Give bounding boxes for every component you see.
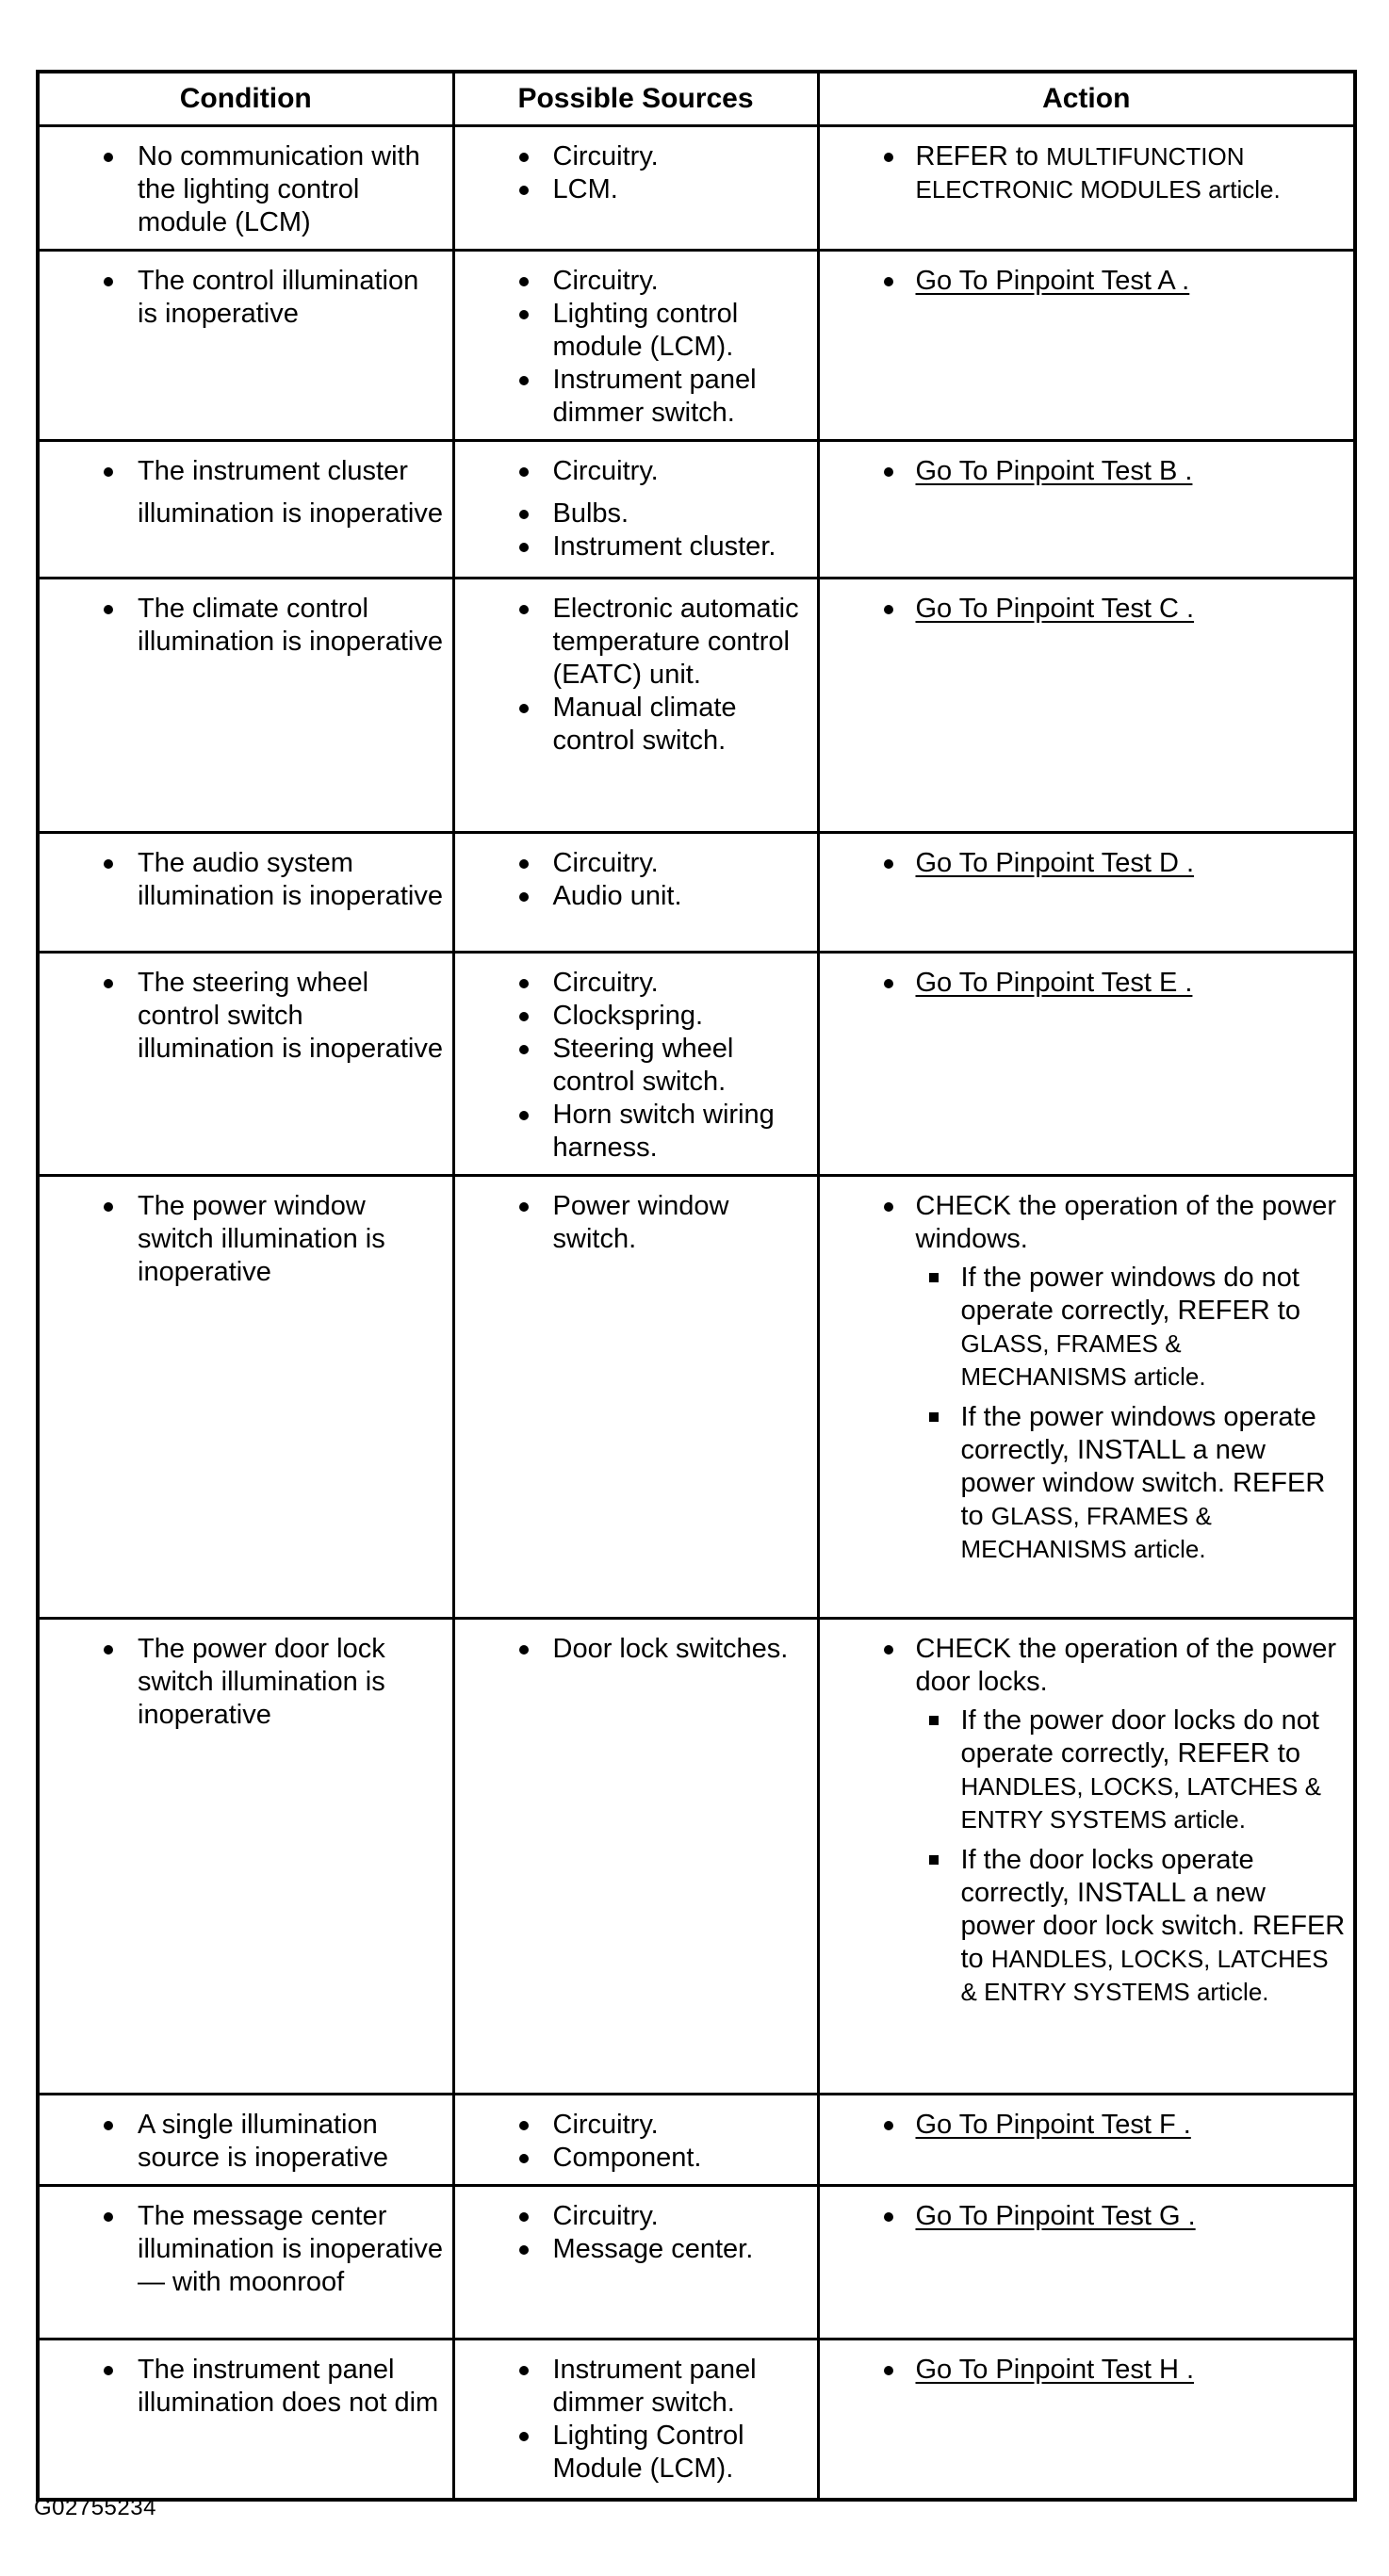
article-reference: HANDLES, LOCKS, LATCHES & ENTRY SYSTEMS article. (960, 1945, 1329, 2006)
table-row (38, 2186, 1355, 2340)
source-item: Lighting control module (LCM). (455, 298, 809, 364)
source-item: Lighting Control Module (LCM). (455, 2420, 809, 2486)
table-row (38, 833, 1355, 953)
action-item (820, 847, 1347, 880)
condition-item (40, 593, 445, 659)
condition-text: The climate control illumination is inoperative (138, 594, 443, 657)
table-row (38, 2340, 1355, 2500)
source-item: Bulbs. (455, 497, 809, 530)
article-reference: GLASS, FRAMES & MECHANISMS article. (960, 1502, 1212, 1563)
condition-text: illumination is inoperative (138, 498, 443, 529)
pinpoint-test-link[interactable]: Go To Pinpoint Test F . (915, 2110, 1191, 2140)
action-item (820, 265, 1347, 298)
condition-item (40, 2109, 445, 2175)
condition-text: The steering wheel control switch illumination is inoperative (138, 968, 443, 1064)
condition-item (40, 455, 445, 530)
condition-list (40, 2187, 452, 2308)
condition-text: The audio system illumination is inoperative (138, 848, 443, 911)
source-item: Electronic automatic temperature control (EATC) unit. (455, 593, 809, 692)
action-cell (818, 953, 1355, 1176)
action-list (820, 442, 1354, 497)
source-item: Circuitry. (455, 265, 809, 298)
condition-list (40, 954, 452, 1075)
source-item: Steering wheel control switch. (455, 1033, 809, 1099)
action-subitem (916, 1844, 1347, 2009)
action-list (820, 1177, 1354, 1583)
source-item: Horn switch wiring harness. (455, 1099, 809, 1165)
sources-list (455, 127, 817, 216)
article-reference: MULTIFUNCTION ELECTRONIC MODULES article. (915, 142, 1281, 204)
action-cell (818, 1619, 1355, 2095)
action-list (820, 579, 1354, 635)
pinpoint-test-link[interactable]: Go To Pinpoint Test D . (915, 848, 1195, 878)
condition-item (40, 2200, 445, 2299)
source-item: Component. (455, 2142, 809, 2175)
action-list (820, 2187, 1354, 2242)
sources-cell (453, 1176, 818, 1619)
action-item (820, 593, 1347, 626)
action-sublist (916, 1262, 1347, 1566)
condition-text: A single illumination source is inoperative (138, 2110, 388, 2173)
pinpoint-test-link[interactable]: Go To Pinpoint Test E . (915, 968, 1193, 998)
source-item: Circuitry. (455, 140, 809, 173)
condition-cell (38, 441, 453, 579)
sources-list (455, 1620, 817, 1675)
condition-text: The control illumination is inoperative (138, 266, 419, 329)
source-item: Circuitry. (455, 455, 809, 488)
action-cell (818, 579, 1355, 833)
header-condition: Condition (38, 72, 453, 126)
action-item (820, 967, 1347, 1000)
table-row (38, 126, 1355, 251)
pinpoint-test-link[interactable]: Go To Pinpoint Test G . (915, 2201, 1196, 2231)
figure-id: G02755234 (34, 2495, 156, 2520)
condition-item (40, 967, 445, 1066)
action-list (820, 954, 1354, 1009)
action-cell (818, 126, 1355, 251)
condition-cell (38, 953, 453, 1176)
action-cell (818, 441, 1355, 579)
condition-list (40, 1177, 452, 1298)
source-item: Power window switch. (455, 1190, 809, 1256)
condition-item (40, 847, 445, 913)
condition-cell (38, 579, 453, 833)
condition-cell (38, 1619, 453, 2095)
sources-list (455, 954, 817, 1174)
table-row (38, 441, 1355, 579)
sources-cell (453, 579, 818, 833)
condition-item (40, 140, 445, 239)
action-text: CHECK the operation of the power windows. (915, 1191, 1337, 1254)
condition-text: The message center illumination is inoperative — with moonroof (138, 2201, 443, 2297)
action-item (820, 2200, 1347, 2233)
subitem-text: If the power windows do not operate correctly, REFER to (960, 1263, 1300, 1326)
action-item (820, 1190, 1347, 1566)
sources-cell (453, 953, 818, 1176)
condition-text: No communication with the lighting control module (LCM) (138, 141, 420, 237)
action-item (820, 140, 1347, 206)
condition-cell (38, 2095, 453, 2186)
table-row (38, 2095, 1355, 2186)
condition-list (40, 127, 452, 249)
condition-cell (38, 1176, 453, 1619)
sources-cell (453, 2095, 818, 2186)
action-list (820, 1620, 1354, 2026)
condition-text: The power door lock switch illumination is inoperative (138, 1634, 385, 1730)
source-item: Message center. (455, 2233, 809, 2266)
sources-list (455, 2095, 817, 2184)
action-cell (818, 1176, 1355, 1619)
action-list (820, 2340, 1354, 2396)
action-cell (818, 251, 1355, 441)
action-cell (818, 833, 1355, 953)
action-subitem (916, 1401, 1347, 1566)
action-item (820, 2109, 1347, 2142)
condition-list (40, 2095, 452, 2184)
condition-item (40, 1190, 445, 1289)
action-subitem (916, 1704, 1347, 1836)
table-row (38, 1619, 1355, 2095)
table-row (38, 579, 1355, 833)
sources-cell (453, 2340, 818, 2500)
sources-list (455, 442, 817, 573)
pinpoint-test-link[interactable]: Go To Pinpoint Test H . (915, 2355, 1195, 2385)
sources-list (455, 1177, 817, 1265)
condition-text: The power window switch illumination is inoperative (138, 1191, 385, 1287)
condition-cell (38, 2186, 453, 2340)
subitem-text: If the door locks operate correctly, INSTALL a new power door lock switch. REFER to (960, 1845, 1346, 1974)
source-item: Circuitry. (455, 2200, 809, 2233)
pinpoint-test-link[interactable]: Go To Pinpoint Test A . (915, 266, 1190, 296)
action-sublist (916, 1704, 1347, 2009)
source-item: Circuitry. (455, 967, 809, 1000)
condition-cell (38, 126, 453, 251)
diagnosis-table (36, 70, 1357, 2502)
header-row (38, 72, 1355, 126)
condition-list (40, 442, 452, 540)
source-item: Clockspring. (455, 1000, 809, 1033)
action-list (820, 2095, 1354, 2151)
sources-list (455, 2187, 817, 2275)
action-subitem (916, 1262, 1347, 1394)
table-row (38, 251, 1355, 441)
sources-list (455, 2340, 817, 2495)
action-item (820, 2354, 1347, 2387)
condition-list (40, 1620, 452, 1741)
sources-cell (453, 126, 818, 251)
source-item: Audio unit. (455, 880, 809, 913)
source-item: Circuitry. (455, 2109, 809, 2142)
action-text: REFER to (915, 141, 1047, 171)
sources-cell (453, 1619, 818, 2095)
sources-list (455, 252, 817, 439)
table-row (38, 953, 1355, 1176)
condition-item (40, 2354, 445, 2420)
action-list (820, 127, 1354, 216)
source-item: Instrument cluster. (455, 530, 809, 563)
action-cell (818, 2340, 1355, 2500)
action-cell (818, 2186, 1355, 2340)
action-item (820, 455, 1347, 488)
article-reference: HANDLES, LOCKS, LATCHES & ENTRY SYSTEMS article. (960, 1772, 1321, 1834)
subitem-text: If the power windows operate correctly, INSTALL a new power window switch. REFER to (960, 1402, 1326, 1531)
source-item: Circuitry. (455, 847, 809, 880)
condition-text: The instrument panel illumination does not dim (138, 2355, 439, 2418)
condition-list (40, 2340, 452, 2429)
action-list (820, 252, 1354, 307)
action-text: CHECK the operation of the power door locks. (915, 1634, 1337, 1697)
source-item: Instrument panel dimmer switch. (455, 2354, 809, 2420)
source-item: Instrument panel dimmer switch. (455, 364, 809, 430)
condition-item (40, 265, 445, 331)
table-row (38, 1176, 1355, 1619)
source-item: Door lock switches. (455, 1633, 809, 1666)
source-item: LCM. (455, 173, 809, 206)
action-item (820, 1633, 1347, 2009)
condition-cell (38, 251, 453, 441)
source-item: Manual climate control switch. (455, 692, 809, 758)
action-cell (818, 2095, 1355, 2186)
sources-list (455, 834, 817, 922)
header-possible-sources: Possible Sources (453, 72, 818, 126)
condition-item (40, 1633, 445, 1732)
condition-list (40, 252, 452, 340)
article-reference: GLASS, FRAMES & MECHANISMS article. (960, 1329, 1206, 1391)
subitem-text: If the power door locks do not operate correctly, REFER to (960, 1705, 1319, 1769)
sources-cell (453, 2186, 818, 2340)
condition-list (40, 579, 452, 668)
action-list (820, 834, 1354, 889)
sources-cell (453, 833, 818, 953)
condition-list (40, 834, 452, 922)
pinpoint-test-link[interactable]: Go To Pinpoint Test B . (915, 456, 1193, 486)
sources-list (455, 579, 817, 767)
sources-cell (453, 441, 818, 579)
sources-cell (453, 251, 818, 441)
pinpoint-test-link[interactable]: Go To Pinpoint Test C . (915, 594, 1195, 624)
condition-cell (38, 833, 453, 953)
condition-text: The instrument cluster (138, 456, 408, 486)
condition-cell (38, 2340, 453, 2500)
header-action: Action (818, 72, 1355, 126)
